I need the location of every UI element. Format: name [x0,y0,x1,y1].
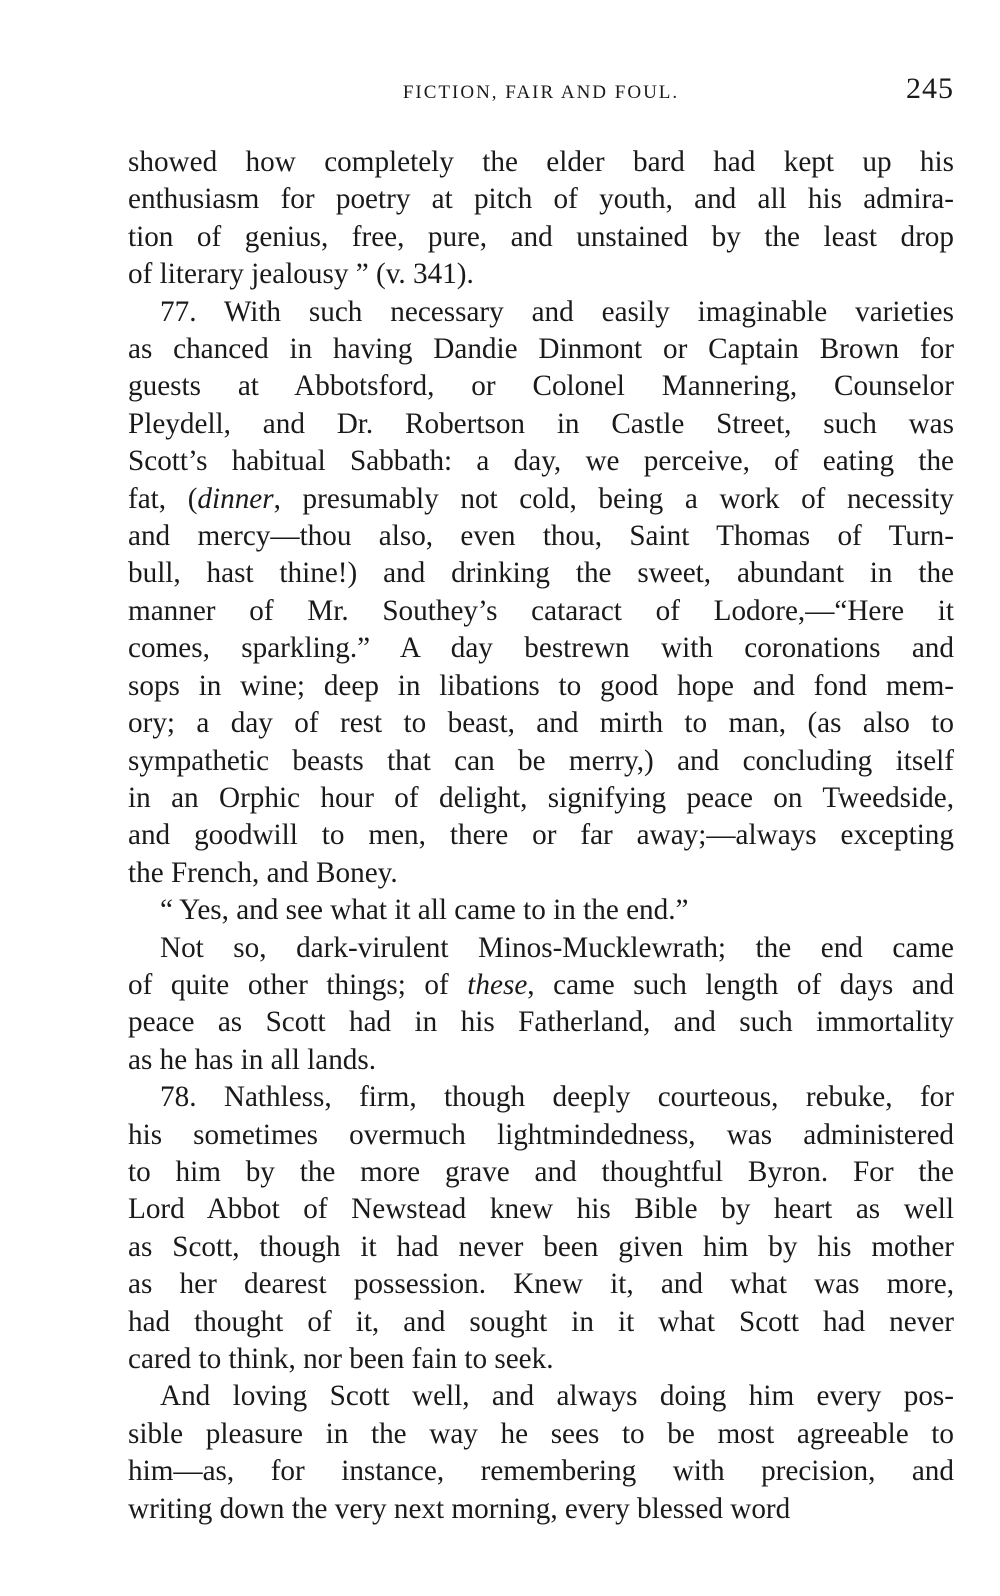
text-line: as Scott, though it had never been given him by his mother [128,1230,954,1263]
text-line: as her dearest possession. Knew it, and what was more, [128,1268,954,1301]
text-line: and goodwill to men, there or far away;—always excepting [128,819,954,852]
page-number: 245 [906,72,954,105]
text-line: fat, (dinner, presumably not cold, being a work of necessity [128,482,954,515]
text-line: as chanced in having Dandie Dinmont or Captain Brown for [128,333,954,366]
text-line: sops in wine; deep in libations to good hope and fond mem- [128,669,954,702]
paragraph [128,1378,954,1528]
text-line: Not so, dark-virulent Minos-Mucklewrath; the end came [160,931,954,964]
text-line: of literary jealousy ” (v. 341). [128,258,474,291]
text-line: writing down the very next morning, every blessed word [128,1492,791,1525]
text-line: the French, and Boney. [128,856,398,889]
text-line: his sometimes overmuch lightmindedness, was administered [128,1118,954,1151]
text-line: cared to think, nor been fain to seek. [128,1343,554,1375]
italic-word: these [467,968,528,1001]
text-line: to him by the more grave and thoughtful Byron. For the [128,1155,954,1188]
text-line: showed how completely the elder bard had kept up his [128,146,954,178]
text-line: “ Yes, and see what it all came to in the end.” [160,894,689,927]
text-line: And loving Scott well, and always doing him every pos- [160,1380,954,1413]
italic-word: dinner [197,482,274,515]
text-line: manner of Mr. Southey’s cataract of Lodore,—“Here it [128,594,954,627]
text-line: peace as Scott had in his Fatherland, and such immortality [128,1006,954,1039]
paragraph [128,892,954,929]
text-line: enthusiasm for poetry at pitch of youth, and all his admira- [128,183,954,216]
text-line: Scott’s habitual Sabbath: a day, we perceive, of eating the [128,445,954,478]
text-line: of quite other things; of these, came such length of days and [128,968,954,1001]
text-line: Pleydell, and Dr. Robertson in Castle Street, such was [128,407,954,440]
text-line: bull, hast thine!) and drinking the sweet, abundant in the [128,557,954,590]
paragraph [128,930,954,1080]
text-line: tion of genius, free, pure, and unstained by the least drop [128,220,954,253]
text-line: guests at Abbotsford, or Colonel Mannering, Counselor [128,370,954,403]
text-line: in an Orphic hour of delight, signifying peace on Tweedside, [128,781,954,814]
body-text [128,144,954,1528]
text-line: him—as, for instance, remembering with precision, and [128,1455,954,1488]
text-line: and mercy—thou also, even thou, Saint Thomas of Turn- [128,520,954,553]
text-line: sible pleasure in the way he sees to be most agreeable to [128,1417,954,1450]
text-line: 78. Nathless, firm, though deeply courteous, rebuke, for [160,1081,954,1114]
running-head [128,70,954,114]
text-line: sympathetic beasts that can be merry,) and concluding itself [128,744,954,777]
paragraph [128,144,954,294]
running-title: FICTION, FAIR AND FOUL. [402,82,680,103]
text-line: comes, sparkling.” A day bestrewn with coronations and [128,632,954,665]
text-line: had thought of it, and sought in it what Scott had never [128,1305,954,1338]
text-line: 77. With such necessary and easily imaginable varieties [160,295,954,328]
book-page [128,70,954,1528]
text-line: Lord Abbot of Newstead knew his Bible by heart as well [128,1193,954,1226]
text-line: as he has in all lands. [128,1043,377,1076]
text-line: ory; a day of rest to beast, and mirth to man, (as also to [128,707,954,740]
paragraph [128,1079,954,1378]
paragraph [128,294,954,893]
